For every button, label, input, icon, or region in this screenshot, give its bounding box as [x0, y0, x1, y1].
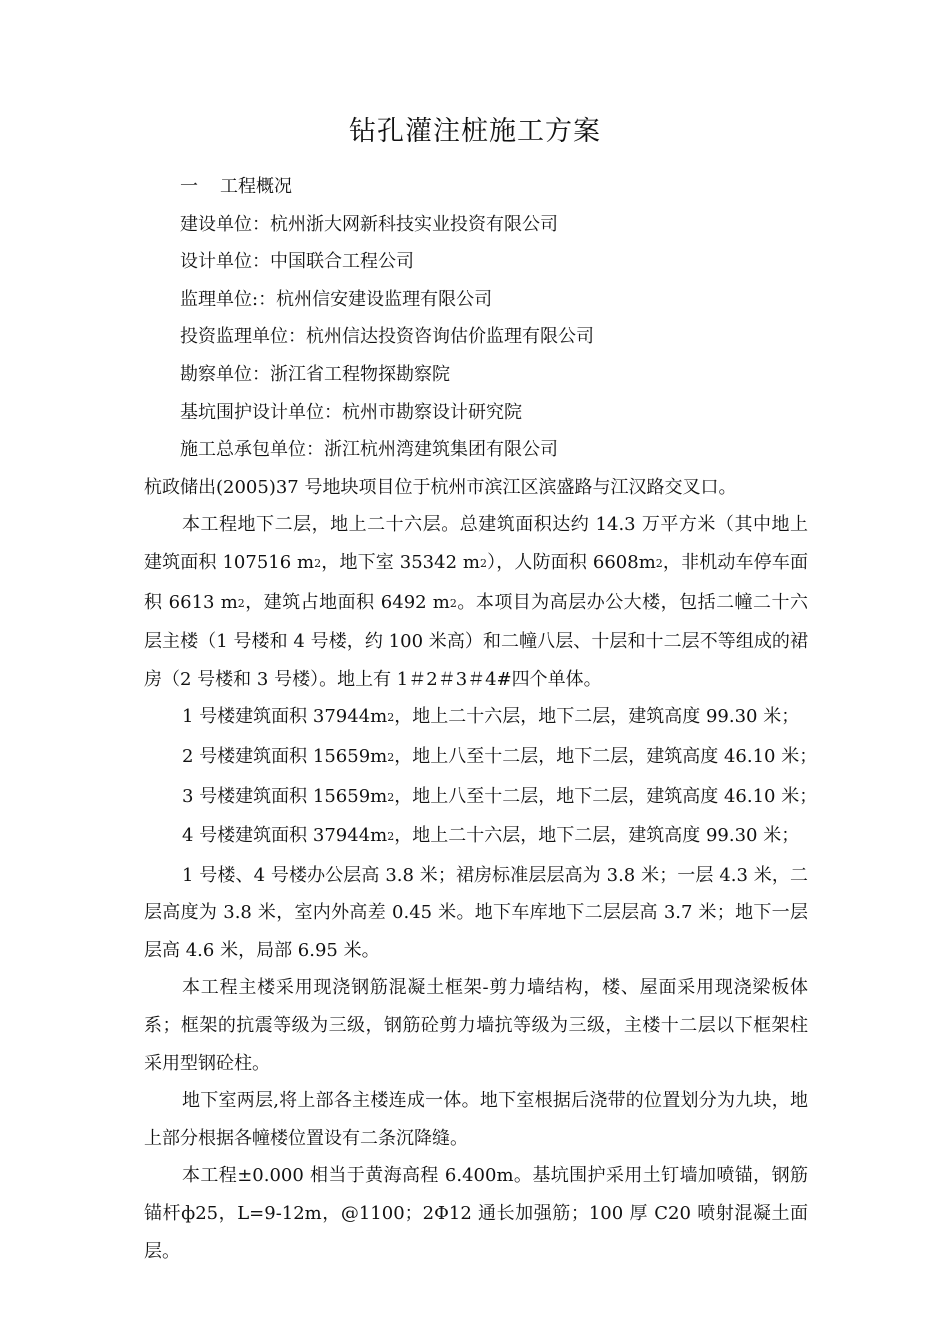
superscript: 2: [314, 556, 322, 570]
section-heading: [144, 168, 808, 206]
overview-text: ，地下室 35342 m: [321, 551, 480, 573]
building-text: 4 号楼建筑面积 37944m: [182, 825, 388, 847]
elevation-paragraph: 本工程±0.000 相当于黄海高程 6.400m。基坑围护采用土钉墙加喷锚，钢筋锚杆ф25，L=9-12m，@1100；2Φ12 通长加强筋；100 厚 C20 喷射混凝土面层。: [144, 1165, 808, 1262]
basement-paragraph: 地下室两层,将上部各主楼连成一体。地下室根据后浇带的位置划分为九块，地上部分根据各幢楼位置设有二条沉降缝。: [144, 1090, 808, 1149]
building-line: [144, 817, 808, 857]
building-text: ，地上二十六层，地下二层，建筑高度 99.30 米；: [394, 706, 800, 728]
superscript: 2: [237, 596, 245, 610]
building-line: [144, 738, 818, 778]
superscript: 2: [387, 750, 395, 764]
project-location: 杭政储出(2005)37 号地块项目位于杭州市滨江区滨盛路与江汉路交叉口。: [144, 476, 737, 498]
unit-line: 勘察单位：浙江省工程物探勘察院: [180, 363, 450, 385]
unit-line: 监理单位:：杭州信安建设监理有限公司: [180, 288, 493, 310]
building-text: ，地上八至十二层，地下二层，建筑高度 46.10 米；: [394, 745, 818, 767]
unit-line: 投资监理单位：杭州信达投资咨询估价监理有限公司: [180, 326, 594, 348]
building-line: [144, 698, 808, 738]
building-text: ，地上八至十二层，地下二层，建筑高度 46.10 米；: [394, 785, 818, 807]
overview-text: ，非机动车停车面积 6613 m: [144, 551, 808, 613]
unit-line: 基坑围护设计单位：杭州市勘察设计研究院: [180, 401, 522, 423]
superscript: 2: [479, 556, 487, 570]
section-label: 工程概况: [220, 176, 292, 197]
overview-text: ，建筑占地面积 6492 m: [244, 591, 450, 613]
overview-text: 。本项目为高层办公大楼，包括二幢二十六层主楼（1 号楼和 4 号楼，约 100 米高）和二幢八层、十层和十二层不等组成的裙房（2 号楼和 3 号楼）。地上有 1＃2＃3＃4#四个单体。: [144, 591, 808, 690]
floor-heights-paragraph: 1 号楼、4 号楼办公层高 3.8 米；裙房标准层层高为 3.8 米；一层 4.3 米，二层高度为 3.8 米，室内外高差 0.45 米。地下车库地下二层层高 3.7 米；地下一层层高 4.6 米，局部 6.95 米。: [144, 864, 808, 961]
superscript: 2: [655, 556, 663, 570]
building-line: [144, 778, 818, 818]
overview-text: 本工程地下二层，地上二十六层。总建筑面积达约 14.3 万平方米（其中地上建筑面积 107516 m: [144, 514, 808, 573]
building-text: ，地上二十六层，地下二层，建筑高度 99.30 米；: [394, 825, 800, 847]
overview-paragraph: [144, 506, 808, 698]
unit-line: 施工总承包单位：浙江杭州湾建筑集团有限公司: [180, 439, 558, 461]
superscript: 2: [449, 596, 457, 610]
unit-line: 设计单位：中国联合工程公司: [180, 251, 414, 273]
building-text: 3 号楼建筑面积 15659m: [182, 785, 388, 807]
superscript: 2: [387, 711, 395, 725]
building-text: 1 号楼建筑面积 37944m: [182, 706, 388, 728]
overview-text: ），人防面积 6608m: [486, 551, 656, 573]
unit-line: 建设单位：杭州浙大网新科技实业投资有限公司: [180, 213, 558, 235]
structure-paragraph: 本工程主楼采用现浇钢筋混凝土框架-剪力墙结构，楼、屋面采用现浇梁板体系；框架的抗震等级为三级，钢筋砼剪力墙抗等级为三级，主楼十二层以下框架柱采用型钢砼柱。: [144, 977, 808, 1074]
superscript: 2: [387, 830, 395, 844]
section-number: 一: [180, 176, 198, 197]
superscript: 2: [387, 790, 395, 804]
document-title: 钻孔灌注桩施工方案: [349, 116, 601, 147]
document-body: [144, 168, 818, 1270]
building-text: 2 号楼建筑面积 15659m: [182, 745, 388, 767]
